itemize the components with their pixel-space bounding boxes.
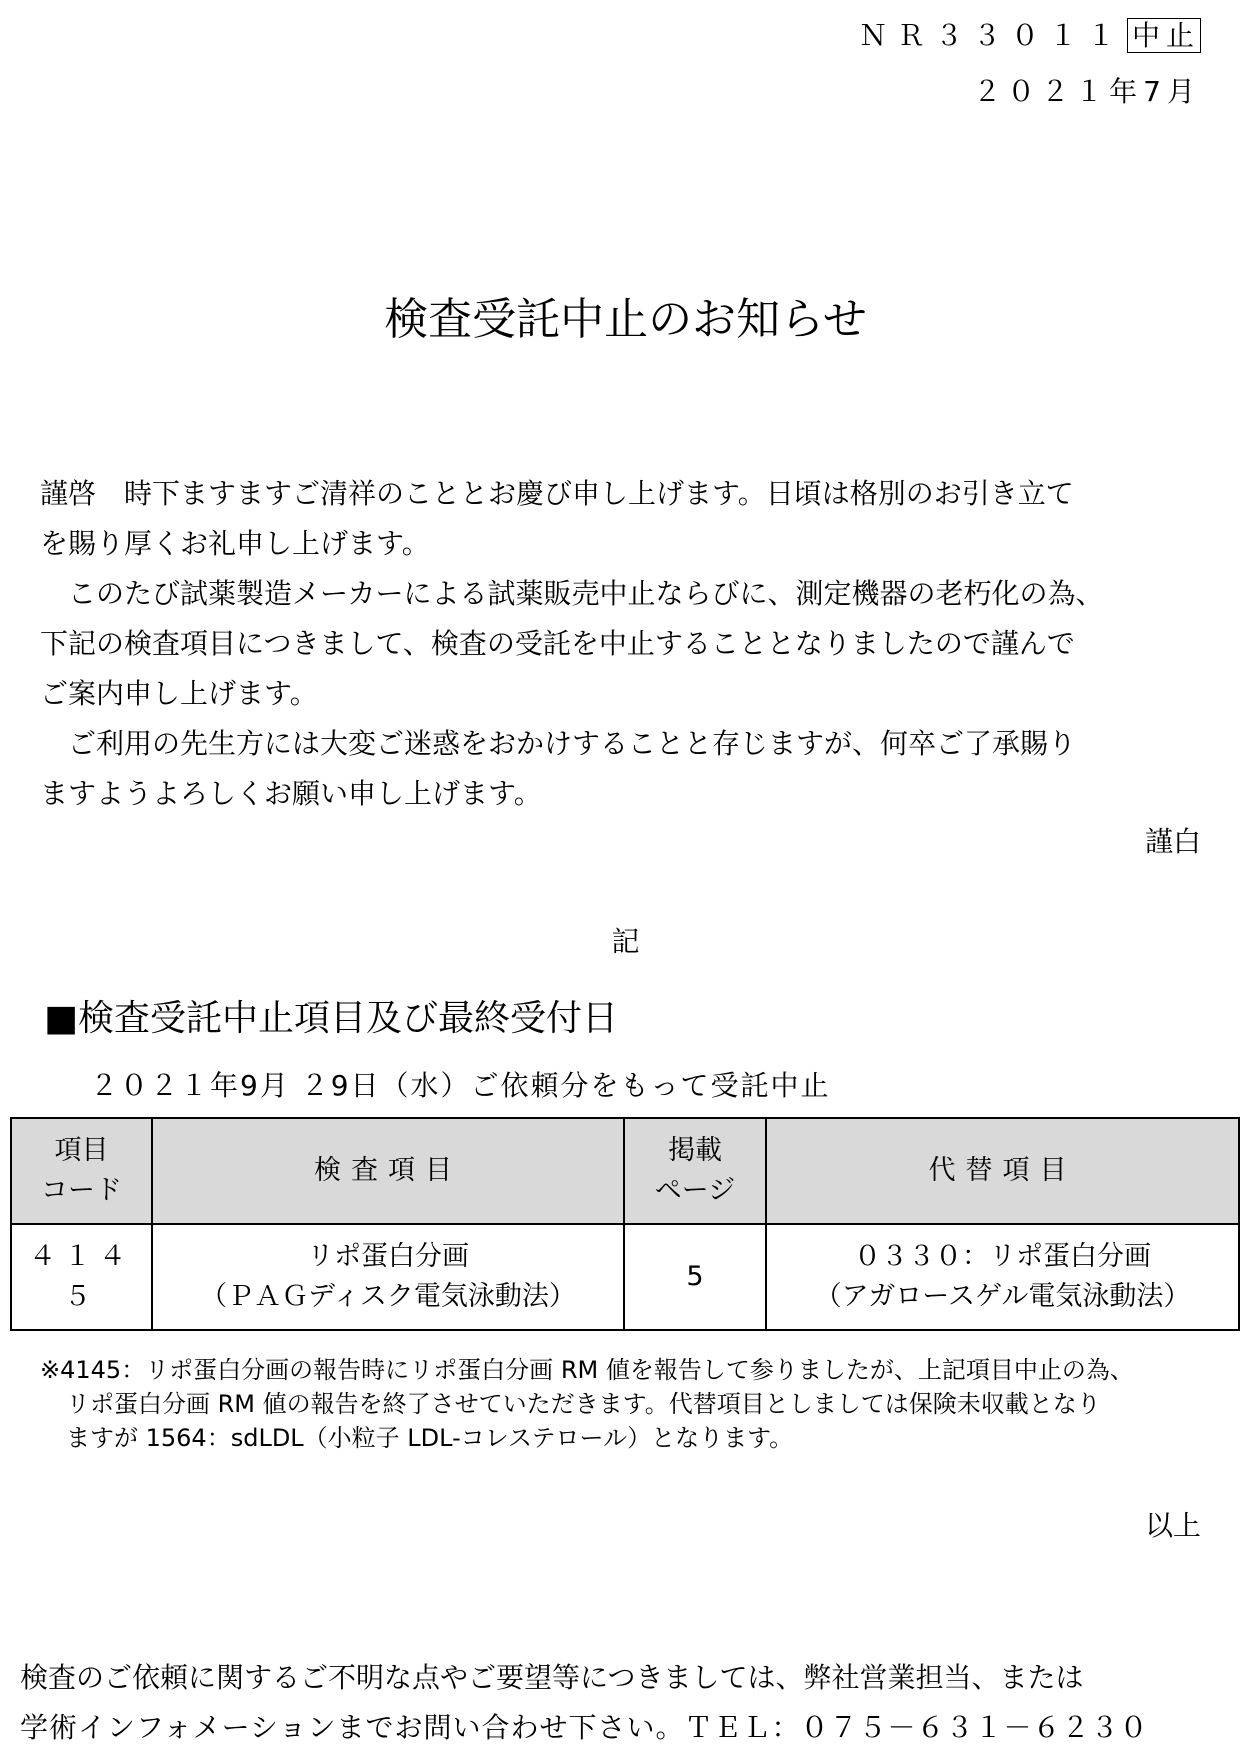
note-line: ますが 1564：sdLDL（小粒子 LDL-コレステロール）となります。 [66,1424,794,1452]
closing-kinpaku: 謹白 [1144,825,1201,858]
closing-ijou: 以上 [1144,1509,1201,1542]
status-stamp: 中止 [1127,18,1201,53]
body-line: 下記の検査項目につきまして、検査の受託を中止することとなりましたので謹んで [40,627,1075,660]
substitute-item-name: ０３３０：リポ蛋白分画 [854,1241,1151,1272]
header-page [624,1118,766,1224]
test-item-cell [152,1224,624,1330]
header-item-code [11,1118,152,1224]
footer-line: 検査のご依頼に関するご不明な点やご要望等につきましては、弊社営業担当、または [20,1661,1084,1694]
deadline-text: ２０２１年9月 ２9日（水）ご依頼分をもって受託中止 [90,1069,831,1102]
header-item-code-line2: コード [41,1175,122,1206]
discontinued-items-table [10,1117,1240,1331]
section-heading: ■検査受託中止項目及び最終受付日 [44,998,619,1039]
header-page-line1: 掲載 [668,1135,722,1166]
table-header-row [11,1118,1239,1224]
table-row [11,1224,1239,1330]
body-line: ますようよろしくお願い申し上げます。 [40,777,542,810]
header-item-code-line1: 項目 [54,1135,109,1166]
header-test-item: 検査項目 [152,1118,624,1224]
substitute-item-method: （アガロースゲル電気泳動法） [814,1281,1191,1312]
body-line: ご案内申し上げます。 [40,677,318,710]
header-substitute-item: 代替項目 [766,1118,1239,1224]
test-item-name: リポ蛋白分画 [307,1241,469,1272]
document-date: ２０２１年7月 [973,75,1201,108]
note-line: リポ蛋白分画 RM 値の報告を終了させていただきます。代替項目としましては保険未収載となり [66,1390,1101,1418]
item-code-cell: ４１４５ [11,1224,152,1330]
body-line: を賜り厚くお礼申し上げます。 [40,527,430,560]
body-line: ご利用の先生方には大変ご迷惑をおかけすることと存じますが、何卒ご了承賜り [40,727,1077,760]
header-page-line2: ページ [654,1175,736,1206]
body-line: 謹啓 時下ますますご清祥のこととお慶び申し上げます。日頃は格別のお引き立て [40,477,1074,510]
footer-contact-line: 学術インフォメーションまでお問い合わせ下さい。ＴＥＬ：０７５－６３１－６２３０ [20,1711,1149,1744]
page-cell: 5 [624,1224,766,1330]
body-line: このたび試薬製造メーカーによる試薬販売中止ならびに、測定機器の老朽化の為、 [40,577,1104,610]
note-line: ※4145：リポ蛋白分画の報告時にリポ蛋白分画 RM 値を報告して参りましたが、上記項目中止の為、 [40,1356,1134,1384]
substitute-item-cell [766,1224,1239,1330]
document-number-text: ＮＲ３３０１１ [858,19,1125,52]
page-title: 検査受託中止のお知らせ [384,294,867,345]
test-item-method: （ＰＡＧディスク電気泳動法） [200,1281,576,1312]
document-number [859,14,1201,54]
ki-marker: 記 [611,925,640,958]
